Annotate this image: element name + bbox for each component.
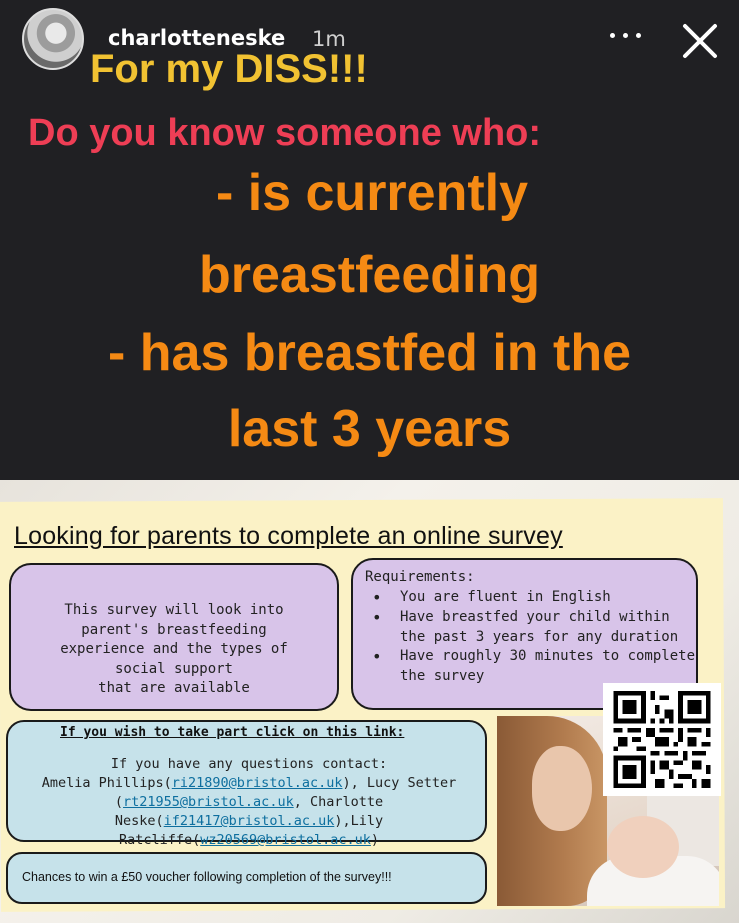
criteria-line-2: breastfeeding (199, 246, 540, 304)
criteria-line-3: - has breastfed in the (108, 324, 631, 382)
contact-line: Neske(if21417@bristol.ac.uk),Lily (114, 813, 384, 829)
avatar[interactable] (22, 8, 84, 70)
contact-line: Amelia Phillips(ri21890@bristol.ac.uk), Lucy Setter (41, 775, 457, 791)
qr-code[interactable] (603, 683, 721, 796)
criteria-line-4: last 3 years (227, 400, 512, 458)
survey-link-heading[interactable]: If you wish to take part click on this link: (60, 725, 405, 740)
criteria-line-1: - is currently (215, 164, 529, 222)
story-heading: For my DISS!!! (90, 47, 368, 91)
post-time: 1m (312, 27, 346, 51)
contact-info (14, 755, 484, 850)
username[interactable]: charlotteneske (108, 26, 286, 50)
description-box (9, 563, 339, 711)
email-link[interactable]: if21417@bristol.ac.uk (163, 813, 335, 829)
email-link[interactable]: wz20569@bristol.ac.uk (200, 832, 371, 848)
story-question: Do you know someone who: (28, 112, 542, 154)
email-link[interactable]: rt21955@bristol.ac.uk (123, 794, 294, 810)
requirement-item: • You are fluent in English (368, 588, 698, 608)
requirements-list (368, 588, 698, 687)
email-link[interactable]: ri21890@bristol.ac.uk (171, 775, 343, 791)
close-icon[interactable] (677, 18, 723, 64)
voucher-text: Chances to win a £50 voucher following completion of the survey!!! (22, 870, 392, 884)
requirements-heading: Requirements: (365, 569, 475, 585)
contact-line: Ratcliffe(wz20569@bristol.ac.uk) (118, 832, 380, 848)
description-text: This survey will look into parent's breastfeeding experience and the types of social support that are available (60, 602, 288, 696)
requirement-item: • Have roughly 30 minutes to complete the survey (368, 647, 698, 687)
poster-title: Looking for parents to complete an online survey (14, 522, 563, 550)
more-dots-icon[interactable] (608, 26, 648, 46)
contact-line: (rt21955@bristol.ac.uk, Charlotte (114, 794, 384, 810)
contact-intro: If you have any questions contact: (110, 756, 388, 772)
requirement-item: • Have breastfed your child within the past 3 years for any duration (368, 608, 698, 648)
